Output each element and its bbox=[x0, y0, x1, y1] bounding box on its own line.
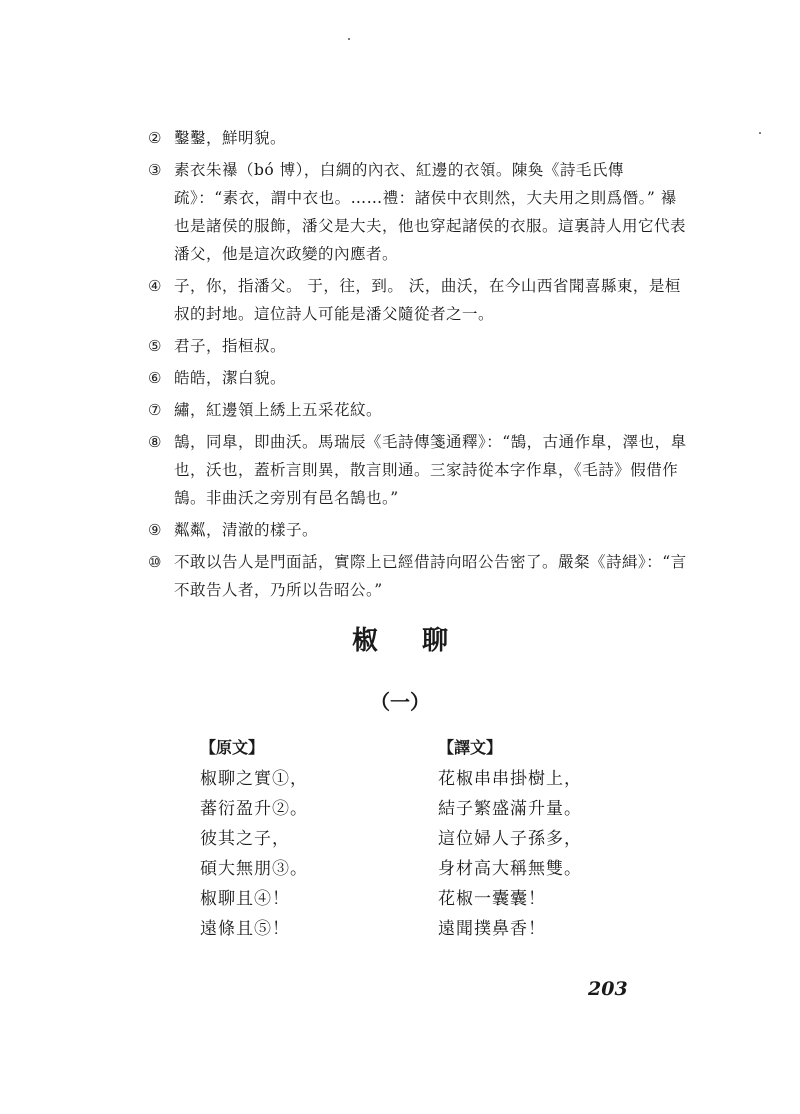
footnote-item bbox=[148, 272, 688, 328]
footnote-number: ⑦ bbox=[148, 401, 162, 419]
translation-line: 這位婦人子孫多， bbox=[438, 829, 582, 849]
poem-line: 椒聊之實①， bbox=[200, 769, 308, 789]
footnote-item bbox=[148, 124, 688, 152]
footnote-text: 素衣朱襮（bó 博），白綢的內衣、紅邊的衣領。陳奐《詩毛氏傳疏》：“素衣，謂中衣也。……禮：諸侯中衣則然，大夫用之則爲僭。” 襮也是諸侯的服飾，潘父是大夫，他也穿起諸侯的衣服。這裏詩人用它代表潘父，他是這次政變的內應者。 bbox=[174, 161, 687, 263]
footnote-number: ⑧ bbox=[148, 433, 162, 451]
translation-line: 花椒串串掛樹上， bbox=[438, 769, 582, 789]
original-header: 【原文】 bbox=[200, 738, 265, 757]
footnote-number: ② bbox=[148, 129, 162, 147]
translation-column bbox=[438, 734, 582, 944]
footnote-number: ③ bbox=[148, 161, 162, 179]
footnote-item bbox=[148, 364, 688, 392]
print-speck bbox=[759, 132, 761, 134]
footnote-number: ⑨ bbox=[148, 521, 162, 539]
footnote-item bbox=[148, 428, 688, 512]
footnote-text: 君子，指桓叔。 bbox=[174, 337, 287, 355]
footnote-number: ⑩ bbox=[148, 553, 162, 571]
footnote-item bbox=[148, 396, 688, 424]
page-number: 203 bbox=[588, 978, 628, 1000]
translation-header: 【譯文】 bbox=[438, 738, 503, 757]
poem-line: 碩大無朋③。 bbox=[200, 859, 308, 879]
original-text-column bbox=[200, 734, 308, 944]
footnote-text: 鑿鑿，鮮明貌。 bbox=[174, 129, 287, 147]
footnote-item bbox=[148, 332, 688, 360]
footnote-item bbox=[148, 156, 688, 268]
translation-line: 遠聞撲鼻香！ bbox=[438, 919, 546, 939]
footnote-text: 繡，紅邊領上綉上五采花紋。 bbox=[174, 401, 383, 419]
footnote-item bbox=[148, 516, 688, 544]
section-number: （一） bbox=[370, 690, 430, 714]
footnote-number: ⑥ bbox=[148, 369, 162, 387]
footnotes bbox=[148, 124, 688, 608]
print-speck bbox=[348, 38, 350, 40]
footnote-text: 鵠，同臯，即曲沃。馬瑞辰《毛詩傳箋通釋》：“鵠，古通作臯，澤也，臯也，沃也，蓋析言則異，散言則通。三家詩從本字作臯，《毛詩》假借作鵠。非曲沃之旁別有邑名鵠也。” bbox=[174, 433, 687, 507]
footnote-text: 粼粼，清澈的樣子。 bbox=[174, 521, 319, 539]
footnote-text: 子，你，指潘父。 于，往，到。 沃，曲沃，在今山西省聞喜縣東，是桓叔的封地。這位詩人可能是潘父隨從者之一。 bbox=[174, 277, 681, 323]
poem-line: 彼其之子， bbox=[200, 829, 290, 849]
translation-line: 身材高大稱無雙。 bbox=[438, 859, 582, 879]
poem-line: 蕃衍盈升②。 bbox=[200, 799, 308, 819]
footnote-text: 皓皓，潔白貌。 bbox=[174, 369, 287, 387]
poem-line: 椒聊且④！ bbox=[200, 889, 290, 909]
footnote-text: 不敢以告人是門面話，實際上已經借詩向昭公告密了。嚴粲《詩緝》：“言不敢告人者，乃所以告昭公。” bbox=[174, 553, 687, 599]
poem-line: 遠條且⑤！ bbox=[200, 919, 290, 939]
poem-title: 椒聊 bbox=[351, 626, 492, 656]
footnote-number: ⑤ bbox=[148, 337, 162, 355]
footnote-item bbox=[148, 548, 688, 604]
translation-line: 花椒一囊囊！ bbox=[438, 889, 546, 909]
translation-line: 結子繁盛滿升量。 bbox=[438, 799, 582, 819]
footnote-number: ④ bbox=[148, 277, 162, 295]
